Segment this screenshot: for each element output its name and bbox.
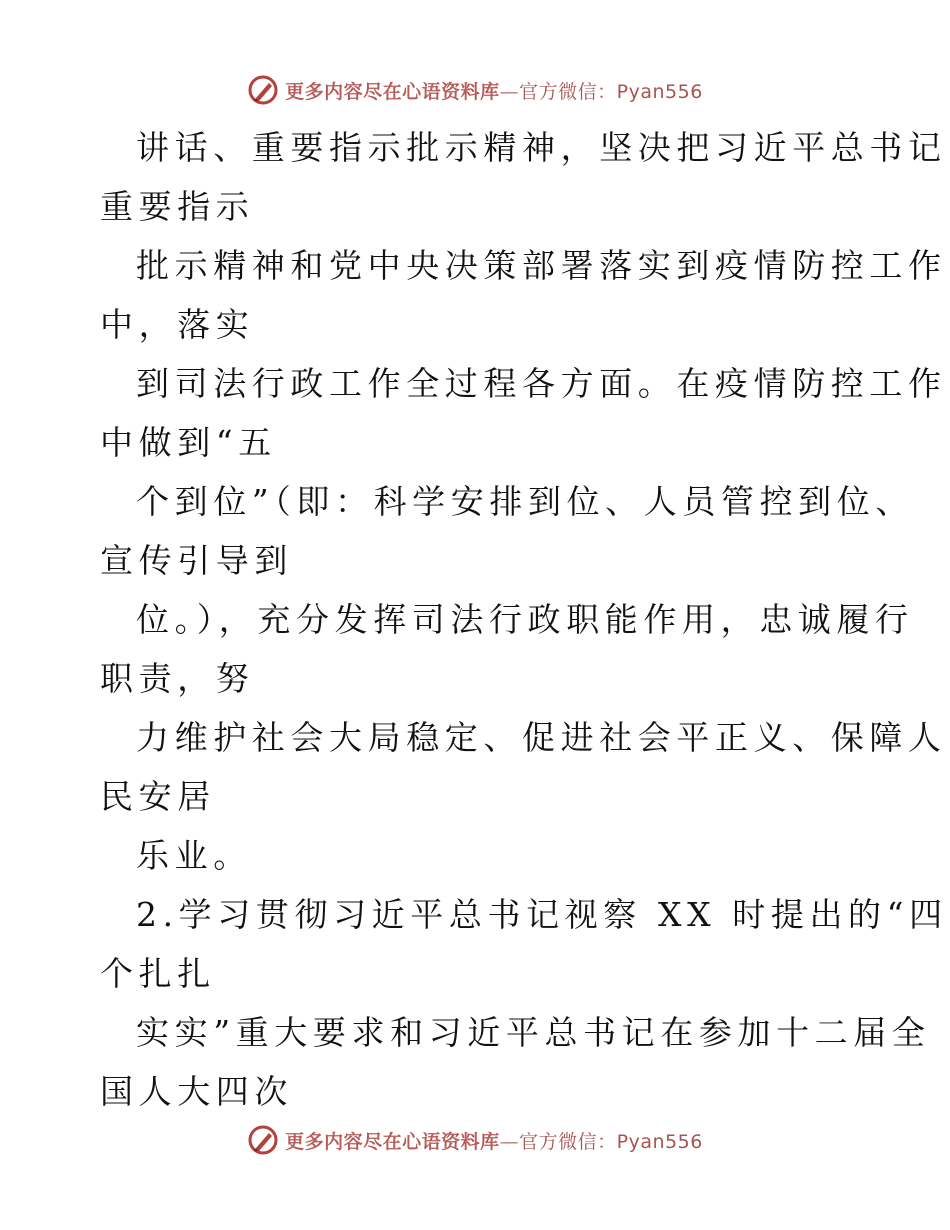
text-line: 个到位”（即：科学安排到位、人员管控到位、 xyxy=(136,482,914,521)
text-line: 国人大四次 xyxy=(100,1072,293,1111)
text-line: 职责，努 xyxy=(100,659,255,698)
text-line: 讲话、重要指示批示精神，坚决把习近平总书记 xyxy=(136,128,947,167)
wechat-contact: 官方微信：Pyan556 xyxy=(519,1130,703,1153)
text-line: 中做到“五 xyxy=(100,423,277,462)
header-banner xyxy=(0,70,950,110)
pen-logo-icon xyxy=(247,74,279,106)
text-line: 民安居 xyxy=(100,777,216,816)
text-line: 实实”重大要求和习近平总书记在参加十二届全 xyxy=(136,1013,931,1052)
wechat-contact: 官方微信：Pyan556 xyxy=(519,80,703,103)
text-line: 中，落实 xyxy=(100,305,255,344)
banner-dash: — xyxy=(499,1130,520,1153)
text-line: 位。），充分发挥司法行政职能作用，忠诚履行 xyxy=(136,600,914,639)
pen-logo-icon xyxy=(247,1124,279,1156)
banner-dash: — xyxy=(499,80,520,103)
text-line: 2.学习贯彻习近平总书记视察 XX 时提出的“四 xyxy=(136,895,948,934)
text-line: 批示精神和党中央决策部署落实到疫情防控工作 xyxy=(136,246,947,285)
footer-banner xyxy=(0,1120,950,1160)
text-line: 到司法行政工作全过程各方面。在疫情防控工作 xyxy=(136,364,947,403)
text-line: 个扎扎 xyxy=(100,954,216,993)
document-body xyxy=(100,118,948,1121)
text-line: 力维护社会大局稳定、促进社会平正义、保障人 xyxy=(136,718,947,757)
text-line: 宣传引导到 xyxy=(100,541,293,580)
text-line: 重要指示 xyxy=(100,187,255,226)
library-name: 更多内容尽在心语资料库 xyxy=(285,80,500,103)
library-name: 更多内容尽在心语资料库 xyxy=(285,1130,500,1153)
text-line: 乐业。 xyxy=(136,836,252,875)
